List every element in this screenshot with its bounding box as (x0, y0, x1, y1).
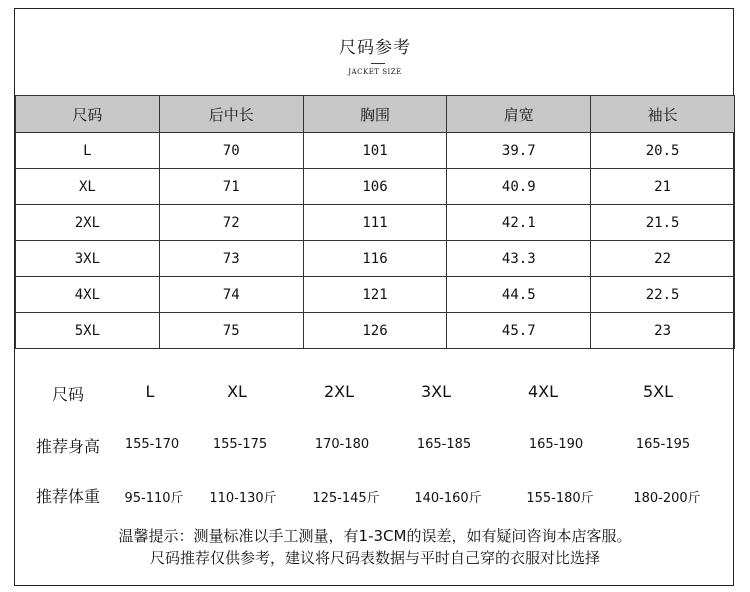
cell-shoulder: 39.7 (447, 133, 591, 169)
cell-sleeve: 20.5 (591, 133, 735, 169)
cell-shoulder: 45.7 (447, 313, 591, 349)
recommend-size: 4XL (527, 382, 559, 401)
recommend-weight: 155-180斤 (526, 491, 594, 506)
cell-sleeve: 22.5 (591, 277, 735, 313)
recommend-height: 170-180 (314, 437, 370, 452)
cell-sleeve: 21.5 (591, 205, 735, 241)
header-sleeve: 袖长 (591, 96, 735, 133)
cell-back-length: 72 (159, 205, 303, 241)
cell-shoulder: 43.3 (447, 241, 591, 277)
cell-sleeve: 22 (591, 241, 735, 277)
measurement-note: 温馨提示：测量标准以手工测量，有1-3CM的误差，如有疑问咨询本店客服。 (118, 527, 632, 545)
size-advice-note: 尺码推荐仅供参考，建议将尺码表数据与平时自己穿的衣服对比选择 (149, 549, 600, 567)
cell-back-length: 75 (159, 313, 303, 349)
cell-chest: 126 (303, 313, 447, 349)
recommend-weight: 125-145斤 (312, 491, 380, 506)
recommend-height: 165-195 (635, 437, 691, 452)
title-divider (371, 63, 385, 64)
cell-back-length: 70 (159, 133, 303, 169)
cell-chest: 116 (303, 241, 447, 277)
table-header-row (16, 96, 735, 133)
table-row (16, 313, 735, 349)
cell-chest: 101 (303, 133, 447, 169)
recommend-height-label: 推荐身高 (36, 437, 101, 456)
table-row (16, 205, 735, 241)
header-chest: 胸围 (303, 96, 447, 133)
chart-title: 尺码参考 (339, 38, 411, 58)
recommend-height: 165-190 (528, 437, 584, 452)
cell-size: 5XL (16, 313, 160, 349)
recommend-size: L (145, 382, 155, 401)
recommend-weight-label: 推荐体重 (36, 487, 101, 506)
recommend-weight: 110-130斤 (209, 491, 277, 506)
cell-size: 4XL (16, 277, 160, 313)
recommend-weight: 95-110斤 (124, 491, 184, 506)
cell-sleeve: 21 (591, 169, 735, 205)
cell-back-length: 71 (159, 169, 303, 205)
table-row (16, 277, 735, 313)
recommend-size-label: 尺码 (52, 385, 85, 404)
cell-size: L (16, 133, 160, 169)
header-shoulder: 肩宽 (447, 96, 591, 133)
cell-shoulder: 40.9 (447, 169, 591, 205)
cell-shoulder: 44.5 (447, 277, 591, 313)
recommend-height: 165-185 (416, 437, 472, 452)
table-row (16, 169, 735, 205)
cell-size: 2XL (16, 205, 160, 241)
header-back-length: 后中长 (159, 96, 303, 133)
size-chart-frame (14, 8, 734, 586)
cell-chest: 121 (303, 277, 447, 313)
recommend-height: 155-170 (124, 437, 180, 452)
header-size: 尺码 (16, 96, 160, 133)
recommend-weight: 140-160斤 (414, 491, 482, 506)
recommend-size: 3XL (420, 382, 452, 401)
cell-size: XL (16, 169, 160, 205)
recommend-weight: 180-200斤 (633, 491, 701, 506)
cell-chest: 111 (303, 205, 447, 241)
recommend-size: 2XL (323, 382, 355, 401)
cell-chest: 106 (303, 169, 447, 205)
table-row (16, 133, 735, 169)
cell-shoulder: 42.1 (447, 205, 591, 241)
recommend-size: XL (227, 382, 247, 401)
cell-size: 3XL (16, 241, 160, 277)
recommend-size: 5XL (642, 382, 674, 401)
cell-sleeve: 23 (591, 313, 735, 349)
size-table (15, 95, 735, 349)
recommend-height: 155-175 (212, 437, 268, 452)
chart-subtitle: JACKET SIZE (348, 68, 402, 76)
cell-back-length: 74 (159, 277, 303, 313)
table-row (16, 241, 735, 277)
cell-back-length: 73 (159, 241, 303, 277)
